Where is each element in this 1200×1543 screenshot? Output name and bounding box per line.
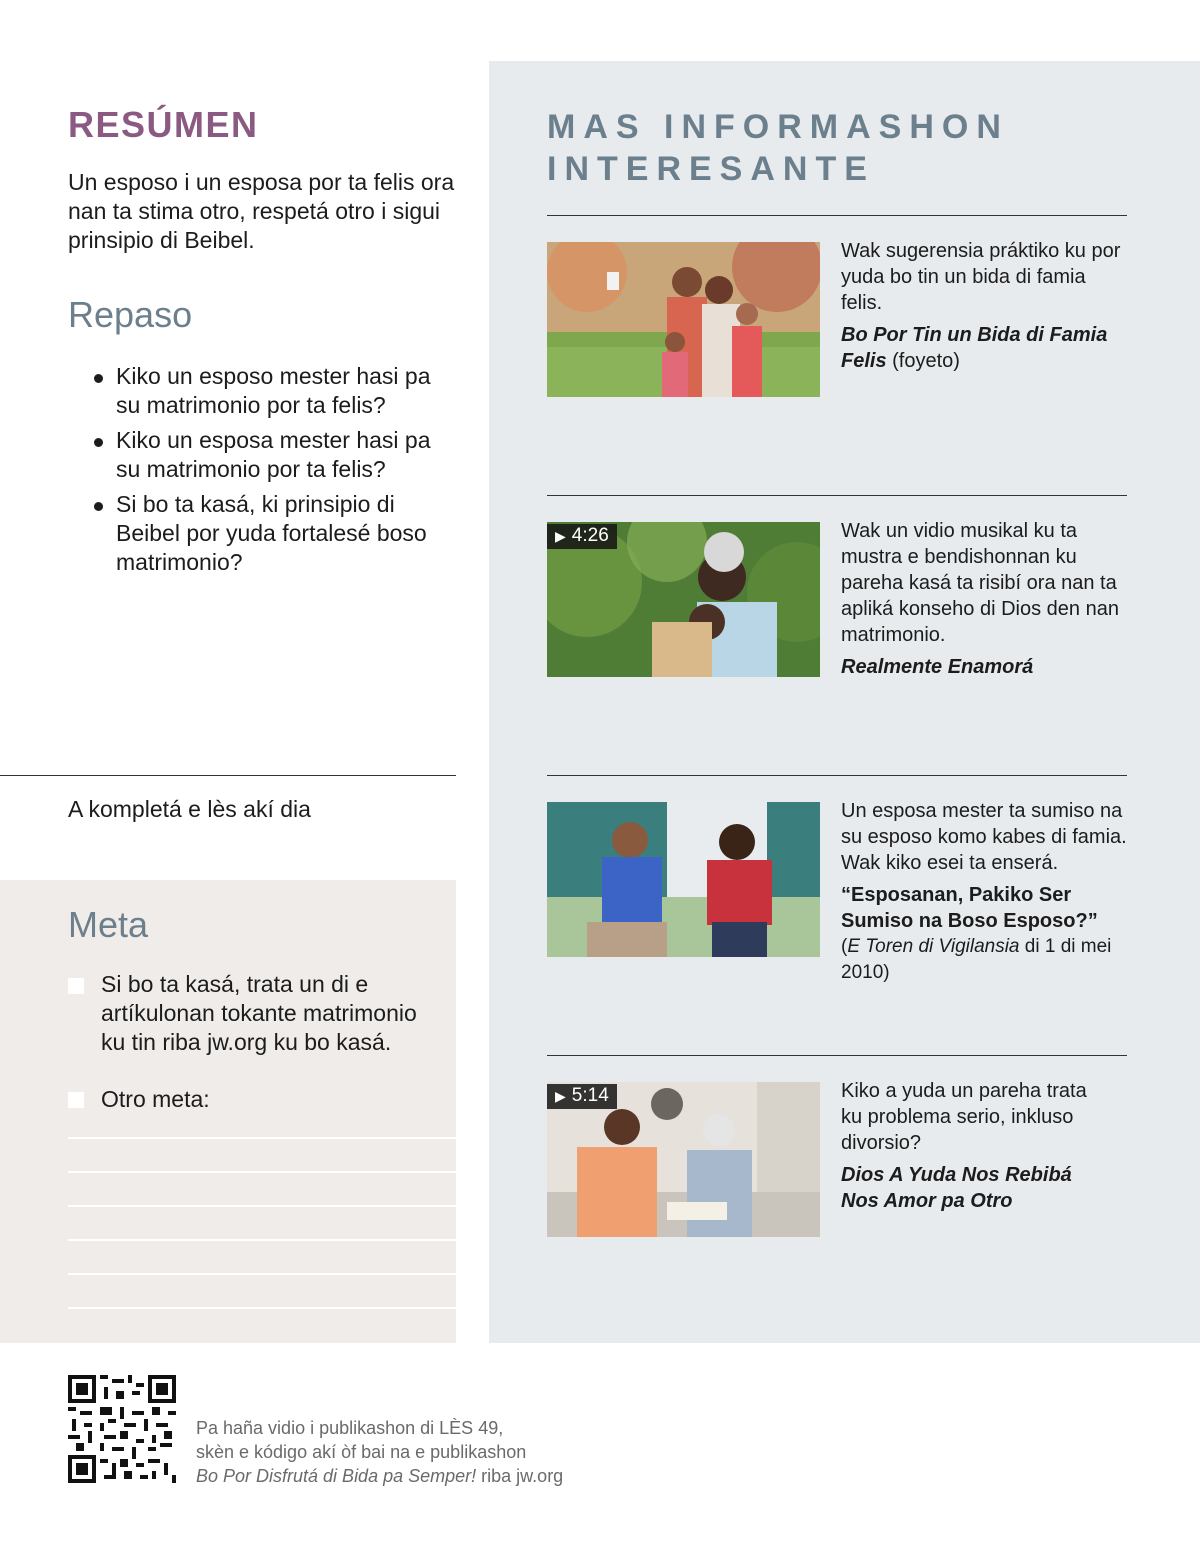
item-title[interactable]: Dios A Yuda Nos Rebibá Nos Amor pa Otro (841, 1164, 1072, 1212)
item-title[interactable]: “Esposanan, Pakiko Ser Sumiso na Boso Esposo?” (841, 884, 1098, 932)
footer-book-title[interactable]: Bo Por Disfrutá di Bida pa Semper! (196, 1466, 477, 1486)
source-rest: di 1 di mei 2010) (841, 936, 1112, 983)
divider (547, 1055, 1127, 1056)
divider (547, 495, 1127, 496)
summary-text: Un esposo i un esposa por ta felis ora nan ta stima otro, respetá otro i sigui prinsipio di Beibel. (68, 169, 455, 253)
couple-talking-thumbnail[interactable] (547, 802, 820, 957)
review-question: Kiko un esposo mester hasi pa su matrimonio por ta felis? (92, 362, 442, 420)
play-icon: ▶ (555, 528, 566, 544)
video-duration-badge (547, 1084, 617, 1109)
elderly-couple-video-thumbnail[interactable] (547, 522, 820, 677)
write-line[interactable] (68, 1137, 456, 1139)
goal-heading: Meta (68, 904, 149, 945)
divider (547, 215, 1127, 216)
play-icon: ▶ (555, 1088, 566, 1104)
video-duration: 5:14 (571, 1085, 609, 1106)
more-info-heading-line2: INTERESANTE (547, 150, 875, 188)
item-description: Kiko a yuda un pareha trata ku problema serio, inkluso divorsio? (841, 1080, 1087, 1154)
item-description: Wak un vidio musikal ku ta mustra e bendishonnan ku pareha kasá ta risibí ora nan ta apliká konseho di Dios den nan matrimonio. (841, 520, 1119, 646)
item-title[interactable]: Realmente Enamorá (841, 656, 1034, 678)
item-description: Wak sugerensia práktiko ku por yuda bo tin un bida di famia felis. (841, 240, 1121, 314)
review-heading: Repaso (68, 294, 193, 335)
write-line[interactable] (68, 1273, 456, 1275)
other-goal-label: Otro meta: (101, 1086, 210, 1112)
item-title-suffix: (foyeto) (892, 350, 960, 372)
write-line[interactable] (68, 1171, 456, 1173)
goal-checkbox[interactable] (68, 978, 84, 994)
footer-line1: Pa haña vidio i publikashon di LÈS 49, (196, 1418, 504, 1438)
more-info-item (841, 798, 1131, 986)
source-title: E Toren di Vigilansia (847, 936, 1020, 957)
summary-heading: RESÚMEN (68, 104, 259, 145)
other-goal-checkbox[interactable] (68, 1092, 84, 1108)
write-line[interactable] (68, 1307, 456, 1309)
more-info-item (841, 1078, 1091, 1214)
divider (0, 775, 456, 776)
more-info-item (841, 518, 1131, 680)
write-line[interactable] (68, 1205, 456, 1207)
item-source (841, 934, 1131, 986)
item-description: Un esposa mester ta sumiso na su esposo komo kabes di famia. Wak kiko esei ta enserá. (841, 800, 1127, 874)
qr-code[interactable] (68, 1375, 176, 1483)
goal-item-text: Si bo ta kasá, trata un di e artíkulonan tokante matrimonio ku tin riba jw.org ku bo kasá. (101, 971, 417, 1055)
footer-text (196, 1416, 616, 1488)
source-prefix: ( (841, 936, 848, 957)
review-question: Si bo ta kasá, ki prinsipio di Beibel por yuda fortalesé boso matrimonio? (92, 490, 442, 577)
family-selfie-thumbnail[interactable] (547, 242, 820, 397)
item-title-link[interactable] (841, 322, 1131, 374)
more-info-heading-line1: MAS INFORMASHON (547, 108, 1009, 146)
footer-line3 (196, 1464, 616, 1488)
footer-line3-rest: riba jw.org (481, 1466, 564, 1486)
video-duration: 4:26 (571, 525, 609, 546)
review-list (92, 362, 442, 583)
completed-date-label: A kompletá e lès akí dia (68, 796, 311, 822)
divider (547, 775, 1127, 776)
video-duration-badge (547, 524, 617, 549)
more-info-heading (547, 106, 1107, 190)
couple-reading-video-thumbnail[interactable] (547, 1082, 820, 1237)
more-info-item (841, 238, 1131, 374)
item-title[interactable]: Bo Por Tin un Bida di Famia Felis (841, 324, 1108, 372)
footer-line2: skèn e kódigo akí òf bai na e publikashon (196, 1442, 527, 1462)
write-line[interactable] (68, 1239, 456, 1241)
review-question: Kiko un esposa mester hasi pa su matrimonio por ta felis? (92, 426, 442, 484)
